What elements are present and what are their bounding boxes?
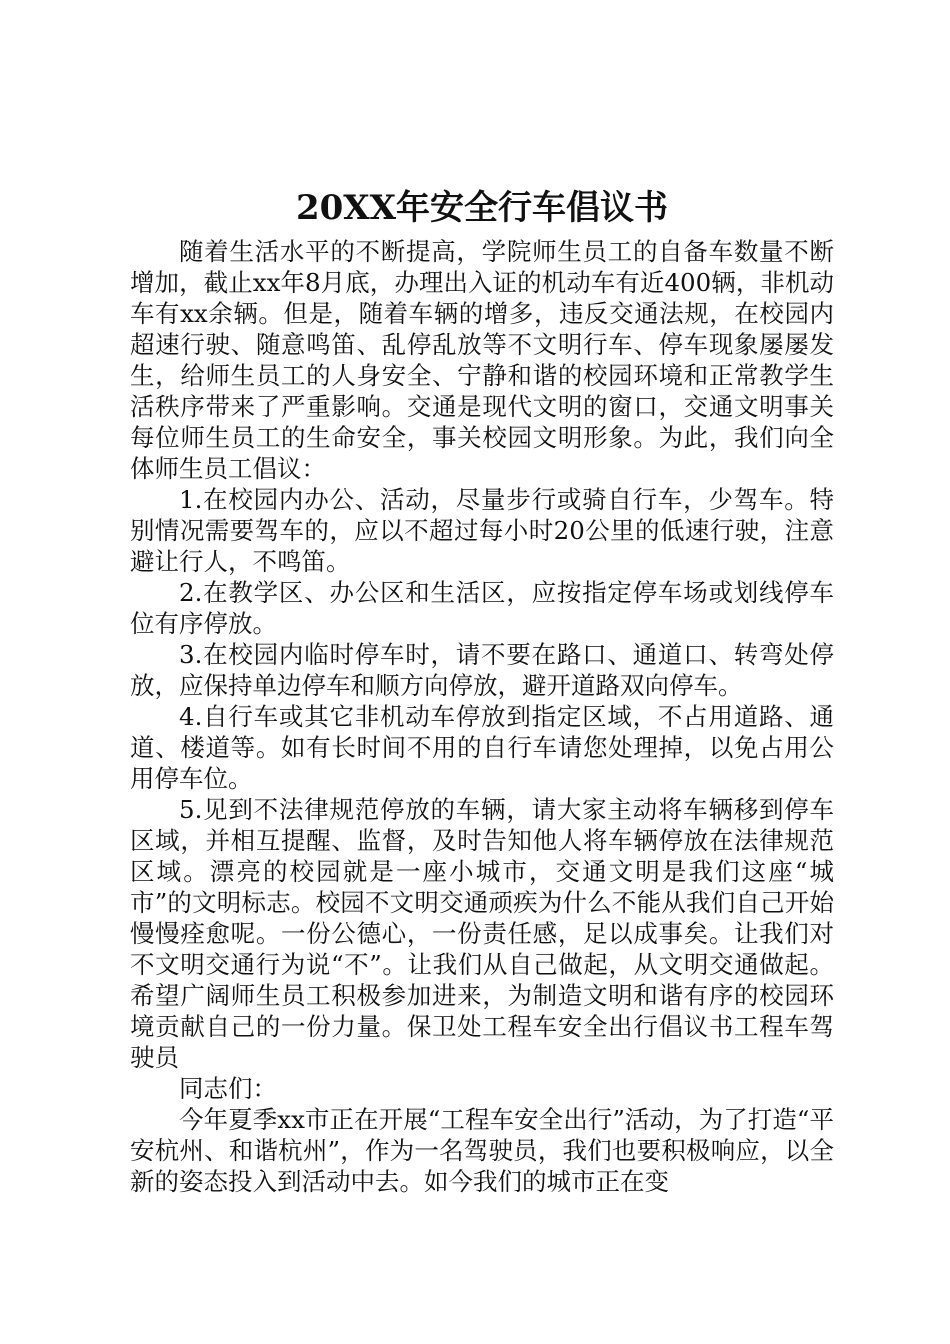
paragraph-item-5: 5.见到不法律规范停放的车辆，请大家主动将车辆移到停车区域，并相互提醒、监督，及时告知他人将车辆停放在法律规范区域。漂亮的校园就是一座小城市，交通文明是我们这座“城市”的文明标志。校园不文明交通顽疾为什么不能从我们自己开始慢慢痊愈呢。一份公德心，一份责任感，足以成事矣。让我们对不文明交通行为说“不”。让我们从自己做起，从文明交通做起。希望广阔师生员工积极参加进来，为制造文明和谐有序的校园环境贡献自己的一份力量。保卫处工程车安全出行倡议书工程车驾驶员 <box>130 795 834 1072</box>
paragraph-item-4: 4.自行车或其它非机动车停放到指定区域，不占用道路、通道、楼道等。如有长时间不用的自行车请您处理掉，以免占用公用停车位。 <box>130 702 834 793</box>
paragraph-salutation: 同志们： <box>179 1074 277 1103</box>
paragraph-body: 今年夏季xx市正在开展“工程车安全出行”活动，为了打造“平安杭州、和谐杭州”，作为一名驾驶员，我们也要积极响应，以全新的姿态投入到活动中去。如今我们的城市正在变 <box>130 1105 834 1196</box>
document-title: 20XX年安全行车倡议书 <box>295 188 669 228</box>
paragraph-item-2: 2.在教学区、办公区和生活区，应按指定停车场或划线停车位有序停放。 <box>130 578 834 638</box>
paragraph-item-1: 1.在校园内办公、活动，尽量步行或骑自行车，少驾车。特别情况需要驾车的，应以不超过每小时20公里的低速行驶，注意避让行人，不鸣笛。 <box>130 485 834 576</box>
paragraph-intro: 随着生活水平的不断提高，学院师生员工的自备车数量不断增加，截止xx年8月底，办理出入证的机动车有近400辆，非机动车有xx余辆。但是，随着车辆的增多，违反交通法规，在校园内超速行驶、随意鸣笛、乱停乱放等不文明行车、停车现象屡屡发生，给师生员工的人身安全、宁静和谐的校园环境和正常教学生活秩序带来了严重影响。交通是现代文明的窗口，交通文明事关每位师生员工的生命安全，事关校园文明形象。为此，我们向全体师生员工倡议： <box>130 237 834 483</box>
paragraph-item-3: 3.在校园内临时停车时，请不要在路口、通道口、转弯处停放，应保持单边停车和顺方向停放，避开道路双向停车。 <box>130 640 834 700</box>
document-page <box>130 180 834 1197</box>
